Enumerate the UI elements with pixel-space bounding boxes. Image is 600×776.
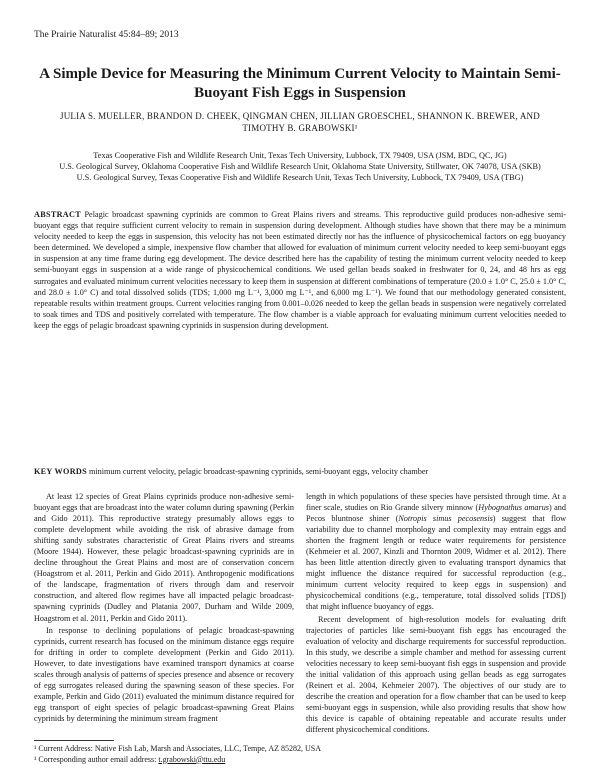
affiliation-3: U.S. Geological Survey, Texas Cooperative Fish and Wildlife Research Unit, Texas Tech University, Lubbock, TX 79409, USA (TBG) bbox=[76, 173, 524, 182]
journal-header: The Prairie Naturalist 45:84–89; 2013 bbox=[34, 30, 179, 40]
email-link[interactable]: t.grabowski@ttu.edu bbox=[158, 754, 226, 764]
text-run: ) and Pecos bluntnose shiner ( bbox=[306, 503, 566, 524]
body-column-left bbox=[34, 491, 294, 724]
species-name: Notropis simus pecosensis bbox=[398, 514, 493, 524]
paragraph bbox=[306, 491, 566, 613]
footnote-corresponding bbox=[34, 755, 566, 766]
footnote-current-address: ¹ Current Address: Native Fish Lab, Marsh and Associates, LLC, Tempe, AZ 85282, USA bbox=[34, 744, 321, 753]
keywords bbox=[34, 466, 566, 477]
paragraph: At least 12 species of Great Plains cyprinids produce non-adhesive semi-buoyant eggs that are broadcast into the water column during spawning (Perkin and Gido 2011). This reproductive strategy presumably allows eggs to complete development while avoiding the risk of abrasive damage from shifting sandy substrates characteristic of Great Plains rivers and streams (Moore 1944). However, these pelagic broadcast-spawning cyprinids are in decline throughout the Great Plains and most are of conservation concern (Hoagstrom et al. 2011, Perkin and Gido 2011). Anthropogenic modifications of the landscape, fragmentation of rivers through dam and reservoir construction, and altered flow regimes have all impacted pelagic broadcast-spawning cyprinids (Dudley and Platania 2007, Durham and Wilde 2009, Hoagstrom et al. 2011, Perkin and Gido 2011). bbox=[34, 492, 294, 623]
species-name: Hybognathus amarus bbox=[478, 503, 549, 513]
body-column-right bbox=[306, 491, 566, 735]
affiliation-2: U.S. Geological Survey, Oklahoma Cooperative Fish and Wildlife Research Unit, Oklahoma State University, Stillwater, OK 74078, USA (SKB) bbox=[59, 162, 541, 171]
article-title: A Simple Device for Measuring the Minimum Current Velocity to Maintain Semi-Buoyant Fish Eggs in Suspension bbox=[39, 66, 561, 101]
footnote-rule bbox=[34, 740, 114, 741]
footnote-prefix: ¹ Corresponding author email address: bbox=[34, 754, 159, 764]
text-run: ) suggest that flow variability due to channel morphology and complexity may entrain eggs and shorten the fragment length or reduce water requirements for persistence (Kehmeier et al. 2007, Kinzli and Thornton 2009, Widmer et al. 2012). There has been little attention directly given to evaluating transport dynamics that might influence the distance required for successful reproduction (e.g., minimum current velocity required to keep eggs in suspension) and physicochemical conditions (e.g., temperature, total dissolved solids [TDS]) that might influence buoyancy of eggs. bbox=[306, 514, 567, 612]
abstract-text: Pelagic broadcast spawning cyprinids are common to Great Plains rivers and streams. This reproductive guild produces non-adhesive semi-buoyant eggs that require sufficient current velocity to remain in suspension during development. Although studies have shown that there may be a minimum velocity needed to keep the eggs in suspension, this velocity has not been estimated directly nor has the influence of physicochemical factors on egg buoyancy been determined. We developed a simple, inexpensive flow chamber that allowed for evaluation of minimum current velocity needed to keep semi-buoyant eggs in suspension at any time frame during egg development. The device described here has the capability of testing the minimum current velocity needed to keep semi-buoyant eggs in suspension at a wide range of physicochemical conditions. We used gellan beads soaked in freshwater for 0, 24, and 48 hrs as egg surrogates and evaluated minimum current velocities necessary to keep them in suspension at different combinations of temperature (20.0 ± 1.0° C, 25.0 ± 1.0° C, and 28.0 ± 1.0° C) and total dissolved solids (TDS; 1,000 mg L⁻¹, 3,000 mg L⁻¹, and 6,000 mg L⁻¹). We found that our methodology generated consistent, repeatable results within treatment groups. Current velocities ranging from 0.001–0.026 needed to keep the gellan beads in suspension were negatively correlated to soak times and TDS and positively correlated with temperature. The flow chamber is a viable approach for evaluating minimum current velocities needed to keep the eggs of pelagic broadcast spawning cyprinids in suspension during development. bbox=[34, 210, 566, 330]
abstract bbox=[34, 209, 566, 331]
keywords-label: KEY WORDS bbox=[34, 467, 87, 476]
paragraph: In response to declining populations of pelagic broadcast-spawning cyprinids, current research has focused on the minimum distance eggs require for drifting in order to complete development (Perkin and Gido 2011). However, to date investigations have examined transport dynamics at coarse scales through analysis of patterns of species presence and absence or recovery of egg surrogates released during the spawning season of these species. For example, Perkin and Gido (2011) evaluated the minimum distance required for egg transport of eight species of pelagic broadcast-spawning Great Plains cyprinids by determining the minimum stream fragment bbox=[34, 625, 294, 723]
abstract-label: ABSTRACT bbox=[34, 210, 81, 219]
keywords-text: minimum current velocity, pelagic broadcast-spawning cyprinids, semi-buoyant eggs, velocity chamber bbox=[89, 467, 429, 476]
footnotes bbox=[34, 744, 566, 765]
affiliation-1: Texas Cooperative Fish and Wildlife Research Unit, Texas Tech University, Lubbock, TX 79409, USA (JSM, BDC, QC, JG) bbox=[93, 151, 507, 160]
affiliations bbox=[36, 150, 564, 183]
paragraph: Recent development of high-resolution models for evaluating drift trajectories of particles like semi-buoyant fish eggs has encouraged the evaluation of velocity and discharge requirements for successful reproduction. In this study, we describe a simple chamber and method for assessing current velocities necessary to keep semi-buoyant fish eggs in suspension and provide the initial validation of this approach using gellan beads as egg surrogates (Reinert et al. 2004, Kehmeier 2007). The objectives of our study are to describe the creation and operation for a flow chamber that can be used to keep semi-buoyant eggs in suspension, while also providing results that show how this device is capable of obtaining repeatable and accurate results under different physicochemical conditions. bbox=[306, 614, 566, 734]
author-list: JULIA S. MUELLER, BRANDON D. CHEEK, QINGMAN CHEN, JILLIAN GROESCHEL, SHANNON K. BREWER, AND TIMOTHY B. GRABOWSKI¹ bbox=[60, 111, 540, 133]
text-run: length in which populations of these species have persisted through time. At a finer scale, studies on Rio Grande silvery minnow ( bbox=[306, 492, 566, 513]
